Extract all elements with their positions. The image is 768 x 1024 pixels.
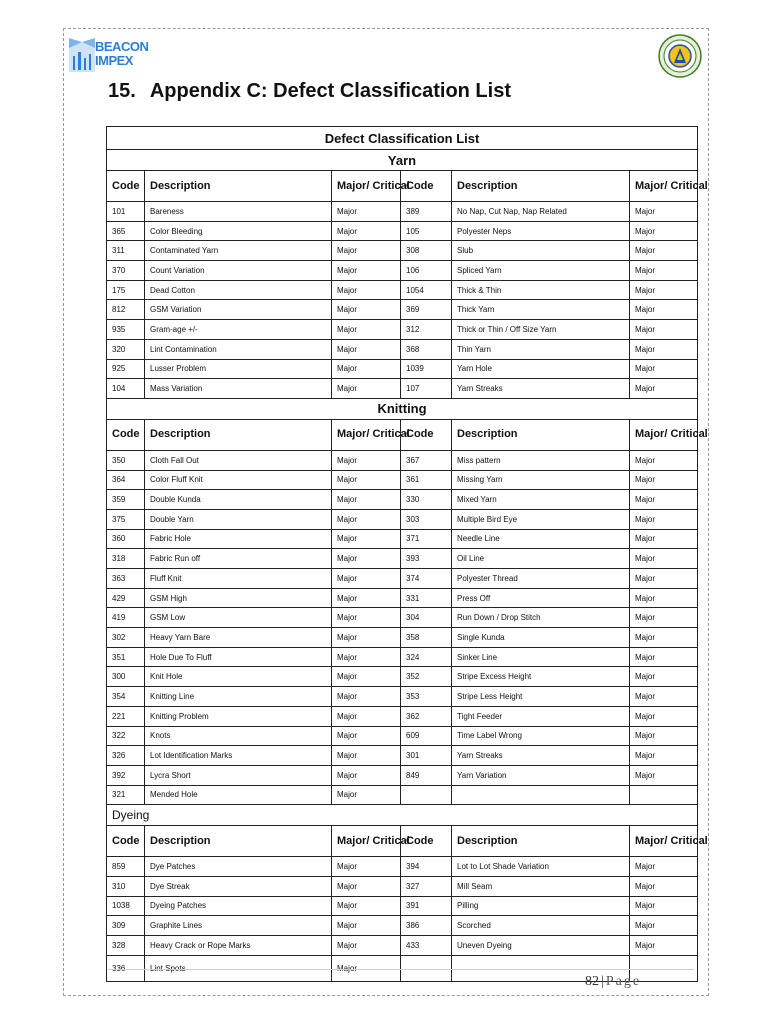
description-header: Description — [145, 171, 332, 202]
description-cell: Tight Feeder — [452, 706, 630, 726]
severity-cell: Major — [332, 490, 401, 510]
code-cell: 1039 — [401, 359, 452, 379]
description-cell: Dyeing Patches — [145, 896, 332, 916]
severity-cell: Major — [332, 221, 401, 241]
description-cell: Stripe Less Height — [452, 687, 630, 707]
description-cell: Count Variation — [145, 261, 332, 281]
code-cell: 302 — [107, 628, 145, 648]
severity-cell: Major — [332, 509, 401, 529]
code-cell: 354 — [107, 687, 145, 707]
severity-cell: Major — [630, 320, 698, 340]
severity-cell: Major — [332, 765, 401, 785]
code-cell: 363 — [107, 569, 145, 589]
table-row — [107, 785, 698, 805]
table-row — [107, 746, 698, 766]
severity-cell: Major — [332, 628, 401, 648]
severity-cell: Major — [332, 241, 401, 261]
description-cell: Gram-age +/- — [145, 320, 332, 340]
code-cell: 309 — [107, 916, 145, 936]
logo-text-line-1: BEACON — [95, 39, 149, 54]
table-row — [107, 221, 698, 241]
description-cell: GSM High — [145, 588, 332, 608]
code-header: Code — [401, 171, 452, 202]
description-header: Description — [452, 826, 630, 857]
column-header-row — [107, 419, 698, 450]
table-row — [107, 857, 698, 877]
code-cell: 364 — [107, 470, 145, 490]
code-cell: 375 — [107, 509, 145, 529]
code-cell: 106 — [401, 261, 452, 281]
table-row — [107, 320, 698, 340]
description-cell: Yarn Streaks — [452, 746, 630, 766]
severity-cell: Major — [332, 261, 401, 281]
severity-cell: Major — [630, 857, 698, 877]
table-row — [107, 916, 698, 936]
severity-cell: Major — [630, 280, 698, 300]
description-cell: Mixed Yarn — [452, 490, 630, 510]
description-cell: Knitting Problem — [145, 706, 332, 726]
severity-cell: Major — [332, 569, 401, 589]
description-cell: Fluff Knit — [145, 569, 332, 589]
code-cell: 1038 — [107, 896, 145, 916]
code-cell: 392 — [107, 765, 145, 785]
code-cell: 328 — [107, 936, 145, 956]
code-cell: 105 — [401, 221, 452, 241]
code-cell: 327 — [401, 876, 452, 896]
severity-header: Major/ Critical — [332, 826, 401, 857]
severity-cell: Major — [630, 916, 698, 936]
severity-cell: Major — [630, 628, 698, 648]
code-cell: 369 — [401, 300, 452, 320]
description-cell — [452, 785, 630, 805]
table-row — [107, 241, 698, 261]
severity-cell: Major — [332, 529, 401, 549]
code-cell: 371 — [401, 529, 452, 549]
severity-cell: Major — [630, 339, 698, 359]
description-cell: Yarn Variation — [452, 765, 630, 785]
logo-lighthouse-icon — [69, 38, 95, 72]
code-cell: 336 — [107, 955, 145, 981]
table-row — [107, 608, 698, 628]
code-cell: 361 — [401, 470, 452, 490]
severity-cell: Major — [332, 549, 401, 569]
description-cell: No Nap, Cut Nap, Nap Related — [452, 202, 630, 222]
severity-cell: Major — [332, 450, 401, 470]
table-caption-row — [107, 127, 698, 150]
severity-cell: Major — [332, 339, 401, 359]
table-row — [107, 470, 698, 490]
code-cell: 367 — [401, 450, 452, 470]
description-cell: Thick Yarn — [452, 300, 630, 320]
code-cell: 331 — [401, 588, 452, 608]
description-cell: Stripe Excess Height — [452, 667, 630, 687]
description-header: Description — [452, 171, 630, 202]
severity-cell: Major — [332, 955, 401, 981]
description-cell: Knit Hole — [145, 667, 332, 687]
code-cell: 419 — [107, 608, 145, 628]
severity-cell: Major — [630, 470, 698, 490]
code-cell: 312 — [401, 320, 452, 340]
table-row — [107, 706, 698, 726]
severity-cell: Major — [630, 896, 698, 916]
description-cell: Fabric Run off — [145, 549, 332, 569]
severity-cell: Major — [630, 765, 698, 785]
description-cell: Multiple Bird Eye — [452, 509, 630, 529]
table-row — [107, 667, 698, 687]
severity-cell: Major — [630, 490, 698, 510]
severity-cell: Major — [332, 706, 401, 726]
description-cell: Scorched — [452, 916, 630, 936]
table-row — [107, 936, 698, 956]
description-header: Description — [145, 419, 332, 450]
severity-cell: Major — [630, 379, 698, 399]
code-cell: 304 — [401, 608, 452, 628]
severity-cell: Major — [630, 569, 698, 589]
code-cell: 175 — [107, 280, 145, 300]
description-cell: Thick or Thin / Off Size Yarn — [452, 320, 630, 340]
table-row — [107, 280, 698, 300]
code-cell: 812 — [107, 300, 145, 320]
table-row — [107, 726, 698, 746]
code-cell: 394 — [401, 857, 452, 877]
description-cell: Sinker Line — [452, 647, 630, 667]
severity-cell: Major — [332, 746, 401, 766]
severity-cell: Major — [332, 647, 401, 667]
table-row — [107, 549, 698, 569]
severity-cell: Major — [332, 300, 401, 320]
code-header: Code — [107, 171, 145, 202]
severity-cell: Major — [332, 876, 401, 896]
code-cell: 311 — [107, 241, 145, 261]
description-cell: Run Down / Drop Stitch — [452, 608, 630, 628]
severity-cell: Major — [630, 549, 698, 569]
description-cell: Miss pattern — [452, 450, 630, 470]
description-cell: Double Yarn — [145, 509, 332, 529]
description-cell: Mill Seam — [452, 876, 630, 896]
severity-cell: Major — [630, 588, 698, 608]
description-cell: GSM Low — [145, 608, 332, 628]
severity-cell: Major — [630, 876, 698, 896]
code-cell: 322 — [107, 726, 145, 746]
code-cell: 300 — [107, 667, 145, 687]
code-cell: 324 — [401, 647, 452, 667]
description-cell: Slub — [452, 241, 630, 261]
table-row — [107, 647, 698, 667]
table-row — [107, 765, 698, 785]
table-row — [107, 588, 698, 608]
table-row — [107, 261, 698, 281]
code-cell: 433 — [401, 936, 452, 956]
code-cell: 353 — [401, 687, 452, 707]
column-header-row — [107, 171, 698, 202]
code-cell: 318 — [107, 549, 145, 569]
code-header: Code — [401, 826, 452, 857]
severity-cell: Major — [332, 667, 401, 687]
code-cell: 429 — [107, 588, 145, 608]
severity-cell: Major — [332, 320, 401, 340]
section-title: Dyeing — [107, 805, 698, 826]
description-header: Description — [145, 826, 332, 857]
section-title: Yarn — [107, 150, 698, 171]
table-row — [107, 509, 698, 529]
code-cell: 609 — [401, 726, 452, 746]
beacon-impex-logo — [69, 38, 147, 72]
description-cell: Heavy Crack or Rope Marks — [145, 936, 332, 956]
code-cell: 107 — [401, 379, 452, 399]
severity-cell: Major — [630, 221, 698, 241]
severity-cell: Major — [332, 687, 401, 707]
severity-header: Major/ Critical — [332, 171, 401, 202]
code-header: Code — [107, 419, 145, 450]
description-cell: Missing Yarn — [452, 470, 630, 490]
description-cell: Knitting Line — [145, 687, 332, 707]
section-number: 15. — [108, 80, 136, 102]
code-cell: 350 — [107, 450, 145, 470]
section-header-row — [107, 398, 698, 419]
description-cell: Graphite Lines — [145, 916, 332, 936]
description-cell: Lint Contamination — [145, 339, 332, 359]
code-cell: 101 — [107, 202, 145, 222]
description-cell: Lycra Short — [145, 765, 332, 785]
description-cell: Lot Identification Marks — [145, 746, 332, 766]
logo-text-line-2: IMPEX — [95, 53, 133, 68]
description-cell: Needle Line — [452, 529, 630, 549]
severity-cell: Major — [630, 687, 698, 707]
page-number: 82 — [585, 974, 599, 989]
code-cell: 849 — [401, 765, 452, 785]
column-header-row — [107, 826, 698, 857]
description-cell: Yarn Streaks — [452, 379, 630, 399]
severity-cell: Major — [630, 936, 698, 956]
section-title: Knitting — [107, 398, 698, 419]
severity-header: Major/ Critical — [630, 826, 698, 857]
description-cell: Thin Yarn — [452, 339, 630, 359]
severity-cell: Major — [332, 280, 401, 300]
code-cell: 389 — [401, 202, 452, 222]
code-cell — [401, 785, 452, 805]
description-cell: Polyester Neps — [452, 221, 630, 241]
code-cell: 374 — [401, 569, 452, 589]
severity-cell: Major — [630, 667, 698, 687]
severity-cell: Major — [332, 726, 401, 746]
description-cell: Press Off — [452, 588, 630, 608]
table-row — [107, 896, 698, 916]
logo-text — [95, 40, 148, 68]
code-cell: 386 — [401, 916, 452, 936]
description-cell: Fabric Hole — [145, 529, 332, 549]
table-row — [107, 628, 698, 648]
code-cell: 303 — [401, 509, 452, 529]
severity-cell: Major — [332, 857, 401, 877]
severity-cell: Major — [332, 608, 401, 628]
description-cell: Heavy Yarn Bare — [145, 628, 332, 648]
severity-header: Major/ Critical — [630, 171, 698, 202]
table-row — [107, 687, 698, 707]
severity-cell: Major — [630, 706, 698, 726]
description-cell: Pilling — [452, 896, 630, 916]
severity-cell: Major — [630, 647, 698, 667]
description-cell: Dye Patches — [145, 857, 332, 877]
code-cell: 308 — [401, 241, 452, 261]
description-cell: Double Kunda — [145, 490, 332, 510]
severity-cell: Major — [630, 241, 698, 261]
severity-cell: Major — [630, 261, 698, 281]
description-cell: Yarn Hole — [452, 359, 630, 379]
description-cell: GSM Variation — [145, 300, 332, 320]
code-cell: 358 — [401, 628, 452, 648]
footer-divider — [108, 969, 694, 970]
code-cell: 221 — [107, 706, 145, 726]
code-cell: 365 — [107, 221, 145, 241]
code-cell: 310 — [107, 876, 145, 896]
table-row — [107, 450, 698, 470]
description-cell: Mass Variation — [145, 379, 332, 399]
code-cell: 359 — [107, 490, 145, 510]
code-cell: 301 — [401, 746, 452, 766]
description-cell: Polyester Thread — [452, 569, 630, 589]
code-cell: 320 — [107, 339, 145, 359]
code-cell: 326 — [107, 746, 145, 766]
severity-cell — [630, 785, 698, 805]
description-cell: Cloth Fall Out — [145, 450, 332, 470]
description-cell: Dead Cotton — [145, 280, 332, 300]
table-row — [107, 339, 698, 359]
description-cell: Uneven Dyeing — [452, 936, 630, 956]
code-cell: 1054 — [401, 280, 452, 300]
section-header-row — [107, 150, 698, 171]
code-cell: 104 — [107, 379, 145, 399]
severity-cell: Major — [332, 379, 401, 399]
code-cell: 925 — [107, 359, 145, 379]
table-row — [107, 529, 698, 549]
description-cell: Lot to Lot Shade Variation — [452, 857, 630, 877]
severity-cell: Major — [332, 588, 401, 608]
severity-cell: Major — [630, 450, 698, 470]
table-row — [107, 569, 698, 589]
code-cell: 370 — [107, 261, 145, 281]
table-row — [107, 300, 698, 320]
description-cell: Bareness — [145, 202, 332, 222]
severity-cell: Major — [332, 470, 401, 490]
section-title: Appendix C: Defect Classification List — [149, 80, 511, 102]
table-row — [107, 202, 698, 222]
description-cell: Knots — [145, 726, 332, 746]
description-cell: Oil Line — [452, 549, 630, 569]
severity-cell: Major — [630, 726, 698, 746]
code-cell: 368 — [401, 339, 452, 359]
severity-cell: Major — [332, 202, 401, 222]
description-cell: Spliced Yarn — [452, 261, 630, 281]
description-cell: Lusser Problem — [145, 359, 332, 379]
page-separator: | — [601, 974, 604, 989]
code-cell: 330 — [401, 490, 452, 510]
table-caption: Defect Classification List — [107, 127, 698, 150]
description-cell: Lint Spots — [145, 955, 332, 981]
severity-cell: Major — [630, 359, 698, 379]
severity-cell: Major — [630, 509, 698, 529]
description-cell: Thick & Thin — [452, 280, 630, 300]
table-row — [107, 490, 698, 510]
page-label: Page — [605, 974, 642, 989]
table-row — [107, 876, 698, 896]
severity-cell: Major — [630, 746, 698, 766]
severity-cell: Major — [630, 300, 698, 320]
severity-header: Major/ Critical — [332, 419, 401, 450]
description-cell: Mended Hole — [145, 785, 332, 805]
code-cell: 362 — [401, 706, 452, 726]
code-cell: 351 — [107, 647, 145, 667]
code-header: Code — [107, 826, 145, 857]
severity-cell: Major — [630, 529, 698, 549]
severity-cell: Major — [630, 202, 698, 222]
table-body — [107, 127, 708, 982]
page-footer — [585, 974, 641, 990]
description-cell: Single Kunda — [452, 628, 630, 648]
table-row — [107, 379, 698, 399]
company-seal-icon — [658, 34, 702, 78]
description-cell: Contaminated Yarn — [145, 241, 332, 261]
severity-cell: Major — [332, 936, 401, 956]
severity-cell: Major — [630, 608, 698, 628]
code-cell: 393 — [401, 549, 452, 569]
severity-cell: Major — [332, 359, 401, 379]
section-header-row — [107, 805, 698, 826]
severity-cell: Major — [332, 785, 401, 805]
severity-header: Major/ Critical — [630, 419, 698, 450]
description-cell: Hole Due To Fluff — [145, 647, 332, 667]
description-cell: Dye Streak — [145, 876, 332, 896]
description-cell: Color Fluff Knit — [145, 470, 332, 490]
code-cell: 859 — [107, 857, 145, 877]
severity-cell: Major — [332, 916, 401, 936]
severity-cell: Major — [332, 896, 401, 916]
code-cell: 360 — [107, 529, 145, 549]
defect-classification-table — [106, 126, 708, 982]
code-cell: 935 — [107, 320, 145, 340]
description-header: Description — [452, 419, 630, 450]
page-title — [108, 80, 511, 103]
code-header: Code — [401, 419, 452, 450]
description-cell: Color Bleeding — [145, 221, 332, 241]
code-cell: 352 — [401, 667, 452, 687]
code-cell: 391 — [401, 896, 452, 916]
description-cell: Time Label Wrong — [452, 726, 630, 746]
table-row — [107, 359, 698, 379]
code-cell: 321 — [107, 785, 145, 805]
